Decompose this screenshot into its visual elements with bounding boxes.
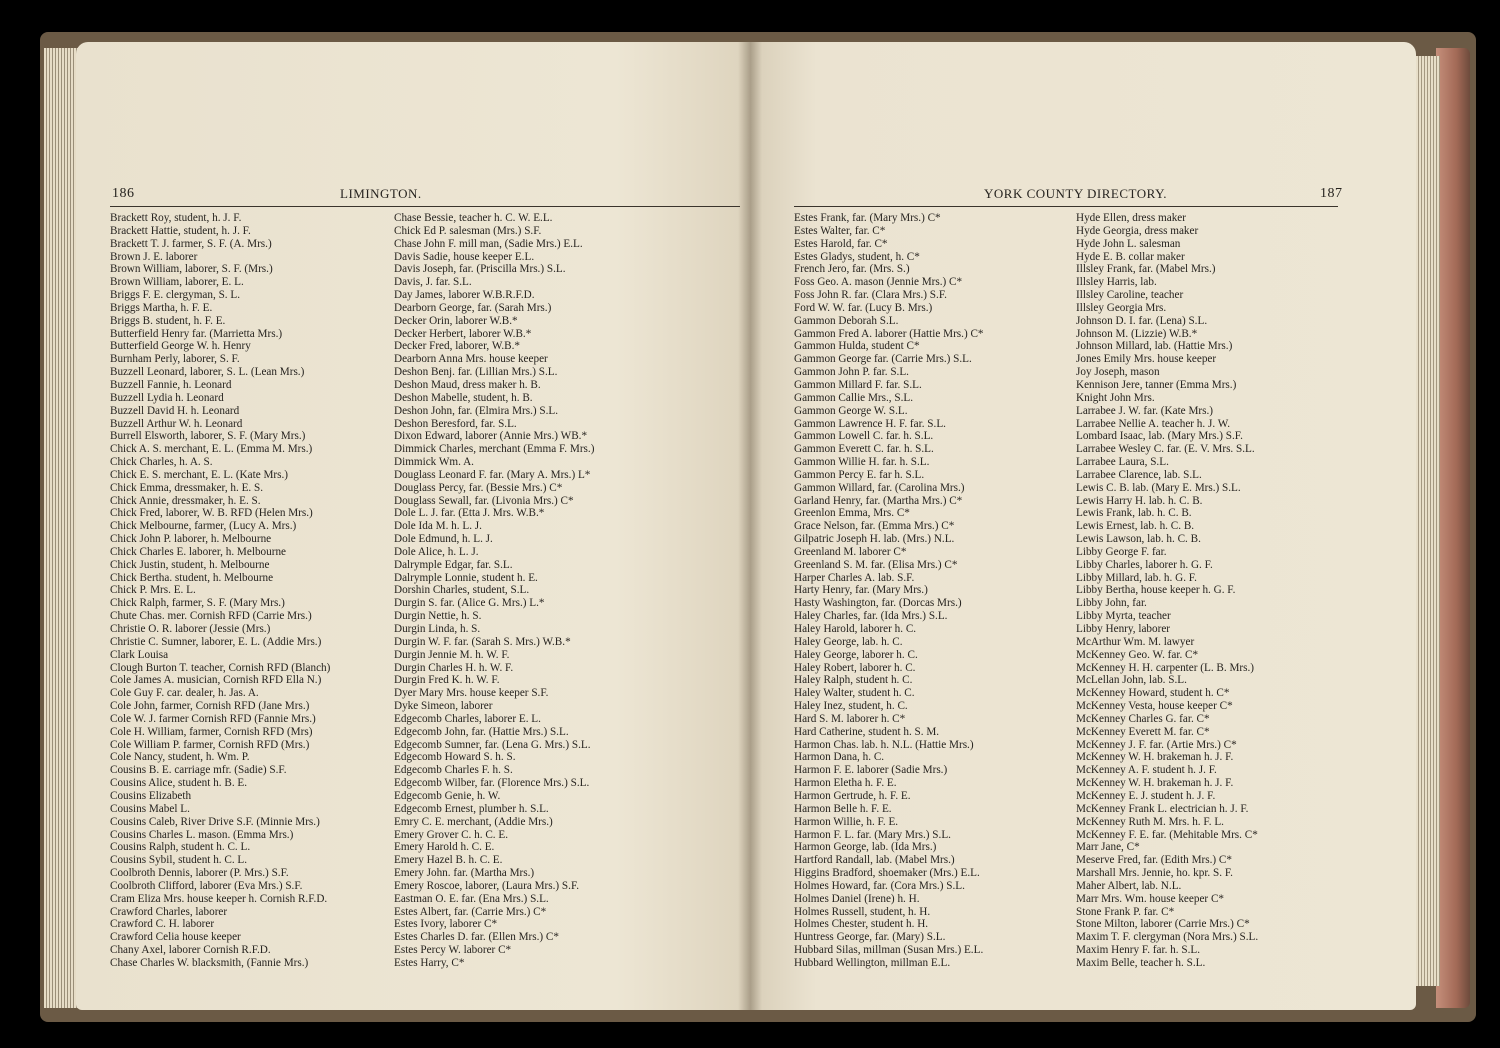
directory-entry: Harmon Eletha h. F. E. bbox=[794, 777, 897, 790]
directory-entry: Buzzell Lydia h. Leonard bbox=[110, 391, 224, 404]
directory-entry: Day James, laborer W.B.R.F.D. bbox=[394, 289, 535, 302]
directory-entry: Emry C. E. merchant, (Addie Mrs.) bbox=[394, 815, 553, 828]
directory-entry: Lewis Lawson, lab. h. C. B. bbox=[1076, 533, 1201, 546]
directory-entry: Haley Harold, laborer h. C. bbox=[794, 623, 917, 635]
directory-entry: Chick Justin, student, h. Melbourne bbox=[110, 558, 270, 571]
directory-entry: Emery Harold h. C. E. bbox=[394, 841, 495, 854]
directory-entry: Eastman O. E. far. (Ena Mrs.) S.L. bbox=[394, 892, 549, 905]
directory-entry: McKenney F. E. far. (Mehitable Mrs. C* bbox=[1076, 828, 1258, 841]
directory-entry: Butterfield Henry far. (Marrietta Mrs.) bbox=[110, 327, 283, 340]
directory-entry: Hard S. M. laborer h. C* bbox=[794, 712, 906, 725]
directory-entry: Knight John Mrs. bbox=[1076, 391, 1155, 404]
directory-entry: Illsley Frank, far. (Mabel Mrs.) bbox=[1076, 263, 1216, 276]
directory-entry: Buzzell David H. h. Leonard bbox=[110, 404, 240, 417]
directory-entry: Deshon John, far. (Elmira Mrs.) S.L. bbox=[394, 404, 559, 417]
directory-entry: Deshon Maud, dress maker h. B. bbox=[394, 378, 541, 391]
directory-entry: Chick P. Mrs. E. L. bbox=[110, 584, 196, 597]
directory-entry: Gammon Hulda, student C* bbox=[794, 340, 920, 353]
directory-entry: Harmon Gertrude, h. F. E. bbox=[794, 789, 911, 802]
directory-entry: Hyde Ellen, dress maker bbox=[1076, 212, 1186, 224]
directory-entry: Dalrymple Edgar, far. S.L. bbox=[394, 558, 513, 571]
directory-entry: Haley Walter, student h. C. bbox=[794, 687, 915, 700]
directory-entry: Haley Charles, far. (Ida Mrs.) S.L. bbox=[794, 610, 948, 623]
directory-entry: Dole Alice, h. L. J. bbox=[394, 545, 479, 558]
directory-entry: Cousins Sybil, student h. C. L. bbox=[110, 854, 248, 867]
directory-entry: Cole Guy F. car. dealer, h. Jas. A. bbox=[110, 687, 259, 700]
directory-entry: Harty Henry, far. (Mary Mrs.) bbox=[794, 584, 928, 597]
directory-entry: Marr Mrs. Wm. house keeper C* bbox=[1076, 892, 1224, 905]
directory-entry: Haley Robert, laborer h. C. bbox=[794, 661, 916, 674]
directory-entry: McLellan John, lab. S.L. bbox=[1076, 674, 1187, 687]
directory-entry: Huntress George, far. (Mary) S.L. bbox=[794, 931, 946, 944]
directory-entry: Cole John, farmer, Cornish RFD (Jane Mrs.) bbox=[110, 700, 310, 713]
directory-entry: Dole Ida M. h. L. J. bbox=[394, 520, 482, 533]
directory-entry: Gammon Millard F. far. S.L. bbox=[794, 378, 922, 391]
directory-entry: Maxim Belle, teacher h. S.L. bbox=[1076, 956, 1206, 969]
directory-entry: Brown William, laborer, E. L. bbox=[110, 276, 244, 289]
directory-entry: McKenney Geo. W. far. C* bbox=[1076, 648, 1199, 661]
directory-entry: Garland Henry, far. (Martha Mrs.) C* bbox=[794, 494, 963, 507]
directory-entry: Haley Inez, student, h. C. bbox=[794, 700, 908, 713]
directory-entry: Libby John, far. bbox=[1076, 597, 1147, 610]
directory-entry: Gammon Lawrence H. F. far. S.L. bbox=[794, 417, 946, 430]
directory-entry: Buzzell Arthur W. h. Leonard bbox=[110, 417, 243, 430]
directory-entry: Brackett Hattie, student, h. J. F. bbox=[110, 224, 251, 237]
directory-entry: Burrell Elsworth, laborer, S. F. (Mary Mrs.) bbox=[110, 430, 306, 443]
directory-entry: Briggs Martha, h. F. E. bbox=[110, 301, 213, 314]
directory-entry: McKenney Ruth M. Mrs. h. F. L. bbox=[1076, 815, 1224, 828]
directory-entry: Cousins Charles L. mason. (Emma Mrs.) bbox=[110, 828, 294, 841]
directory-entry: Johnson D. I. far. (Lena) S.L. bbox=[1076, 314, 1208, 327]
directory-entry: Larrabee J. W. far. (Kate Mrs.) bbox=[1076, 404, 1213, 417]
directory-entry: Maher Albert, lab. N.L. bbox=[1076, 879, 1182, 892]
directory-entry: McKenney A. F. student h. J. F. bbox=[1076, 764, 1217, 777]
directory-entry: Chick Fred, laborer, W. B. RFD (Helen Mrs.) bbox=[110, 507, 313, 520]
directory-entry: Harmon F. E. laborer (Sadie Mrs.) bbox=[794, 764, 948, 777]
directory-entry: Durgin W. F. far. (Sarah S. Mrs.) W.B.* bbox=[394, 635, 571, 648]
directory-entry: Crawford Charles, laborer bbox=[110, 905, 228, 918]
directory-entry: Larrabee Wesley C. far. (E. V. Mrs. S.L. bbox=[1076, 443, 1255, 456]
page-number-right: 187 bbox=[1320, 186, 1343, 201]
directory-entry: Chute Chas. mer. Cornish RFD (Carrie Mrs.) bbox=[110, 610, 312, 623]
directory-entry: Gammon Lowell C. far. h. S.L. bbox=[794, 430, 934, 443]
directory-entry: Cole James A. musician, Cornish RFD Ella N.) bbox=[110, 674, 322, 687]
directory-entry: Deshon Mabelle, student, h. B. bbox=[394, 391, 533, 404]
directory-entry: McKenney E. J. student h. J. F. bbox=[1076, 789, 1216, 802]
directory-entry: Harmon George, lab. (Ida Mrs.) bbox=[794, 841, 937, 854]
directory-entry: McArthur Wm. M. lawyer bbox=[1076, 635, 1195, 648]
directory-column bbox=[794, 212, 984, 970]
directory-entry: McKenney Everett M. far. C* bbox=[1076, 725, 1210, 738]
directory-entry: Estes Harold, far. C* bbox=[794, 237, 888, 250]
directory-entry: Illsley Caroline, teacher bbox=[1076, 289, 1184, 302]
directory-entry: Coolbroth Dennis, laborer (P. Mrs.) S.F. bbox=[110, 867, 289, 880]
directory-entry: Chick E. S. merchant, E. L. (Kate Mrs.) bbox=[110, 468, 289, 481]
directory-entry: Estes Charles D. far. (Ellen Mrs.) C* bbox=[394, 931, 559, 944]
directory-entry: Butterfield George W. h. Henry bbox=[110, 340, 251, 353]
directory-entry: Dearborn Anna Mrs. house keeper bbox=[394, 353, 548, 366]
directory-entry: Dixon Edward, laborer (Annie Mrs.) WB.* bbox=[394, 430, 588, 443]
directory-entry: Maxim T. F. clergyman (Nora Mrs.) S.L. bbox=[1076, 931, 1259, 944]
directory-entry: Edgecomb Charles, laborer E. L. bbox=[394, 712, 541, 725]
directory-entry: Holmes Daniel (Irene) h. H. bbox=[794, 892, 920, 905]
directory-entry: Decker Herbert, laborer W.B.* bbox=[394, 327, 532, 340]
directory-entry: Illsley Harris, lab. bbox=[1076, 276, 1157, 289]
directory-column bbox=[1076, 212, 1258, 970]
directory-entry: Greenlon Emma, Mrs. C* bbox=[794, 507, 910, 520]
directory-entry: Coolbroth Clifford, laborer (Eva Mrs.) S.F. bbox=[110, 879, 303, 892]
directory-entry: Hartford Randall, lab. (Mabel Mrs.) bbox=[794, 854, 955, 867]
directory-entry: Jones Emily Mrs. house keeper bbox=[1076, 353, 1217, 366]
directory-entry: Foss John R. far. (Clara Mrs.) S.F. bbox=[794, 289, 947, 302]
directory-entry: Edgecomb John, far. (Hattie Mrs.) S.L. bbox=[394, 725, 569, 738]
header-rule-right bbox=[794, 206, 1338, 207]
directory-entry: Gilpatric Joseph H. lab. (Mrs.) N.L. bbox=[794, 533, 955, 546]
page-edges-left bbox=[44, 48, 78, 1008]
directory-entry: Estes Percy W. laborer C* bbox=[394, 944, 512, 957]
directory-entry: Chick Ed P. salesman (Mrs.) S.F. bbox=[394, 224, 542, 237]
directory-entry: Deshon Benj. far. (Lillian Mrs.) S.L. bbox=[394, 366, 558, 379]
directory-entry: Dimmick Wm. A. bbox=[394, 456, 474, 469]
directory-entry: Edgecomb Genie, h. W. bbox=[394, 789, 501, 802]
directory-entry: Estes Albert, far. (Carrie Mrs.) C* bbox=[394, 905, 547, 918]
directory-entry: Haley Ralph, student h. C. bbox=[794, 674, 913, 687]
directory-entry: Cram Eliza Mrs. house keeper h. Cornish R.F.D. bbox=[110, 892, 328, 905]
directory-entry: Emery Roscoe, laborer, (Laura Mrs.) S.F. bbox=[394, 879, 580, 892]
directory-entry: Dorshin Charles, student, S.L. bbox=[394, 584, 530, 597]
directory-entry: Harper Charles A. lab. S.F. bbox=[794, 571, 915, 584]
directory-entry: Durgin Nettie, h. S. bbox=[394, 610, 482, 623]
directory-entry: Hyde John L. salesman bbox=[1076, 237, 1181, 250]
directory-entry: Durgin Linda, h. S. bbox=[394, 623, 481, 635]
directory-entry: Cousins Caleb, River Drive S.F. (Minnie Mrs.) bbox=[110, 815, 320, 828]
directory-entry: Libby Millard, lab. h. G. F. bbox=[1076, 571, 1197, 584]
directory-column bbox=[394, 212, 594, 970]
directory-entry: McKenney Charles G. far. C* bbox=[1076, 712, 1210, 725]
left-page bbox=[76, 42, 750, 1010]
directory-entry: Chick Melbourne, farmer, (Lucy A. Mrs.) bbox=[110, 520, 297, 533]
directory-entry: Edgecomb Wilber, far. (Florence Mrs.) S.L. bbox=[394, 777, 590, 790]
directory-entry: French Jero, far. (Mrs. S.) bbox=[794, 263, 910, 276]
directory-entry: Harmon Dana, h. C. bbox=[794, 751, 885, 764]
directory-entry: Douglass Sewall, far. (Livonia Mrs.) C* bbox=[394, 494, 574, 507]
directory-entry: Brown William, laborer, S. F. (Mrs.) bbox=[110, 263, 273, 276]
directory-entry: McKenney J. F. far. (Artie Mrs.) C* bbox=[1076, 738, 1237, 751]
directory-entry: Emery Hazel B. h. C. E. bbox=[394, 854, 503, 867]
directory-entry: Dalrymple Lonnie, student h. E. bbox=[394, 571, 538, 584]
directory-entry: Clark Louisa bbox=[110, 648, 169, 661]
directory-entry: Cole W. J. farmer Cornish RFD (Fannie Mrs.) bbox=[110, 712, 316, 725]
header-rule-left bbox=[110, 206, 740, 207]
directory-entry: Dimmick Charles, merchant (Emma F. Mrs.) bbox=[394, 443, 595, 456]
directory-entry: Maxim Henry F. far. h. S.L. bbox=[1076, 944, 1201, 957]
right-page bbox=[750, 42, 1416, 1010]
directory-entry: Gammon Willie H. far. h. S.L. bbox=[794, 456, 930, 469]
directory-entry: Libby Bertha, house keeper h. G. F. bbox=[1076, 584, 1236, 597]
directory-entry: Hubbard Silas, millman (Susan Mrs.) E.L. bbox=[794, 944, 984, 957]
directory-entry: Gammon John P. far. S.L. bbox=[794, 366, 909, 379]
directory-entry: Larrabee Clarence, lab. S.L. bbox=[1076, 468, 1202, 481]
directory-entry: Estes Ivory, laborer C* bbox=[394, 918, 498, 931]
directory-entry: Chick Charles, h. A. S. bbox=[110, 456, 213, 469]
directory-entry: Estes Frank, far. (Mary Mrs.) C* bbox=[794, 212, 941, 224]
directory-entry: Cousins Elizabeth bbox=[110, 789, 192, 802]
directory-entry: Douglass Percy, far. (Bessie Mrs.) C* bbox=[394, 481, 563, 494]
directory-entry: Edgecomb Ernest, plumber h. S.L. bbox=[394, 802, 549, 815]
directory-entry: Foss Geo. A. mason (Jennie Mrs.) C* bbox=[794, 276, 963, 289]
directory-entry: Chany Axel, laborer Cornish R.F.D. bbox=[110, 944, 271, 957]
directory-entry: Gammon George far. (Carrie Mrs.) S.L. bbox=[794, 353, 972, 366]
directory-entry: Lewis Ernest, lab. h. C. B. bbox=[1076, 520, 1195, 533]
directory-entry: Hasty Washington, far. (Dorcas Mrs.) bbox=[794, 597, 962, 610]
directory-entry: Libby Charles, laborer h. G. F. bbox=[1076, 558, 1213, 571]
directory-entry: Decker Fred, laborer, W.B.* bbox=[394, 340, 520, 353]
directory-entry: Larrabee Laura, S.L. bbox=[1076, 456, 1169, 469]
directory-entry: Grace Nelson, far. (Emma Mrs.) C* bbox=[794, 520, 955, 533]
directory-entry: Haley George, laborer h. C. bbox=[794, 648, 918, 661]
directory-entry: Gammon Percy E. far h. S.L. bbox=[794, 468, 925, 481]
directory-entry: Cousins B. E. carriage mfr. (Sadie) S.F. bbox=[110, 764, 287, 777]
cover-edge-right bbox=[1436, 48, 1470, 1008]
directory-entry: Illsley Georgia Mrs. bbox=[1076, 301, 1167, 314]
directory-entry: Cousins Mabel L. bbox=[110, 802, 190, 815]
directory-entry: Chick Ralph, farmer, S. F. (Mary Mrs.) bbox=[110, 597, 285, 610]
directory-entry: Estes Walter, far. C* bbox=[794, 224, 886, 237]
directory-entry: Cole H. William, farmer, Cornish RFD (Mrs) bbox=[110, 725, 313, 738]
directory-entry: Johnson M. (Lizzie) W.B.* bbox=[1076, 327, 1198, 340]
directory-entry: Hard Catherine, student h. S. M. bbox=[794, 725, 940, 738]
directory-entry: Dyke Simeon, laborer bbox=[394, 700, 493, 713]
directory-entry: Edgecomb Howard S. h. S. bbox=[394, 751, 516, 764]
book-gutter bbox=[738, 42, 762, 1010]
directory-entry: Stone Milton, laborer (Carrie Mrs.) C* bbox=[1076, 918, 1250, 931]
directory-entry: Emery Grover C. h. C. E. bbox=[394, 828, 509, 841]
running-head-left: LIMINGTON. bbox=[340, 186, 422, 201]
directory-entry: Chick John P. laborer, h. Melbourne bbox=[110, 533, 272, 546]
directory-entry: Haley George, lab. h. C. bbox=[794, 635, 903, 648]
directory-entry: Brown J. E. laborer bbox=[110, 250, 198, 263]
directory-entry: Chick Emma, dressmaker, h. E. S. bbox=[110, 481, 264, 494]
directory-entry: Gammon George W. S.L. bbox=[794, 404, 908, 417]
directory-entry: Cole Nancy, student, h. Wm. P. bbox=[110, 751, 250, 764]
directory-entry: Durgin S. far. (Alice G. Mrs.) L.* bbox=[394, 597, 545, 610]
directory-entry: Hubbard Wellington, millman E.L. bbox=[794, 956, 951, 969]
directory-entry: Larrabee Nellie A. teacher h. J. W. bbox=[1076, 417, 1231, 430]
directory-entry: Chick A. S. merchant, E. L. (Emma M. Mrs.) bbox=[110, 443, 313, 456]
directory-entry: Harmon Chas. lab. h. N.L. (Hattie Mrs.) bbox=[794, 738, 974, 751]
directory-entry: McKenney H. H. carpenter (L. B. Mrs.) bbox=[1076, 661, 1255, 674]
directory-entry: Harmon F. L. far. (Mary Mrs.) S.L. bbox=[794, 828, 951, 841]
directory-entry: Joy Joseph, mason bbox=[1076, 366, 1160, 379]
directory-entry: Chick Charles E. laborer, h. Melbourne bbox=[110, 545, 287, 558]
directory-entry: Hyde Georgia, dress maker bbox=[1076, 224, 1199, 237]
directory-entry: Greenland M. laborer C* bbox=[794, 545, 907, 558]
directory-entry: Kennison Jere, tanner (Emma Mrs.) bbox=[1076, 378, 1237, 391]
directory-entry: Decker Orin, laborer W.B.* bbox=[394, 314, 518, 327]
page-number-left: 186 bbox=[112, 186, 135, 201]
directory-entry: Crawford C. H. laborer bbox=[110, 918, 215, 931]
directory-entry: Dyer Mary Mrs. house keeper S.F. bbox=[394, 687, 549, 700]
directory-entry: Cousins Alice, student h. B. E. bbox=[110, 777, 248, 790]
directory-entry: McKenney Howard, student h. C* bbox=[1076, 687, 1230, 700]
directory-entry: Estes Gladys, student, h. C* bbox=[794, 250, 920, 263]
directory-entry: Harmon Willie, h. F. E. bbox=[794, 815, 899, 828]
directory-entry: Hyde E. B. collar maker bbox=[1076, 250, 1185, 263]
directory-entry: Gammon Everett C. far. h. S.L. bbox=[794, 443, 934, 456]
directory-entry: McKenney Vesta, house keeper C* bbox=[1076, 700, 1233, 713]
directory-entry: Davis Joseph, far. (Priscilla Mrs.) S.L. bbox=[394, 263, 566, 276]
directory-entry: Douglass Leonard F. far. (Mary A. Mrs.) L* bbox=[394, 468, 591, 481]
directory-entry: Deshon Beresford, far. S.L. bbox=[394, 417, 517, 430]
directory-entry: Libby Myrta, teacher bbox=[1076, 610, 1171, 623]
directory-entry: Cole William P. farmer, Cornish RFD (Mrs.) bbox=[110, 738, 310, 751]
directory-entry: Dole L. J. far. (Etta J. Mrs. W.B.* bbox=[394, 507, 545, 520]
directory-entry: Marr Jane, C* bbox=[1076, 841, 1140, 854]
directory-entry: Estes Harry, C* bbox=[394, 956, 465, 969]
directory-entry: Marshall Mrs. Jennie, ho. kpr. S. F. bbox=[1076, 867, 1233, 880]
directory-entry: Chase John F. mill man, (Sadie Mrs.) E.L. bbox=[394, 237, 583, 250]
directory-entry: McKenney W. H. brakeman h. J. F. bbox=[1076, 751, 1234, 764]
directory-entry: Gammon Willard, far. (Carolina Mrs.) bbox=[794, 481, 965, 494]
directory-entry: Chase Bessie, teacher h. C. W. E.L. bbox=[394, 212, 553, 224]
directory-entry: Briggs F. E. clergyman, S. L. bbox=[110, 289, 241, 302]
directory-entry: Stone Frank P. far. C* bbox=[1076, 905, 1175, 918]
directory-entry: Cousins Ralph, student h. C. L. bbox=[110, 841, 251, 854]
directory-entry: Edgecomb Charles F. h. S. bbox=[394, 764, 513, 777]
directory-entry: Durgin Charles H. h. W. F. bbox=[394, 661, 514, 674]
directory-entry: McKenney W. H. brakeman h. J. F. bbox=[1076, 777, 1234, 790]
directory-entry: Brackett T. J. farmer, S. F. (A. Mrs.) bbox=[110, 237, 272, 250]
directory-entry: Buzzell Leonard, laborer, S. L. (Lean Mrs.) bbox=[110, 366, 305, 379]
directory-entry: Christie O. R. laborer (Jessie (Mrs.) bbox=[110, 623, 271, 635]
directory-column bbox=[110, 212, 330, 970]
directory-entry: Greenland S. M. far. (Elisa Mrs.) C* bbox=[794, 558, 958, 571]
directory-entry: Chick Bertha. student, h. Melbourne bbox=[110, 571, 274, 584]
directory-entry: Christie C. Sumner, laborer, E. L. (Addie Mrs.) bbox=[110, 635, 322, 648]
directory-entry: Lombard Isaac, lab. (Mary Mrs.) S.F. bbox=[1076, 430, 1243, 443]
running-head-right: YORK COUNTY DIRECTORY. bbox=[984, 186, 1168, 201]
directory-entry: Durgin Jennie M. h. W. F. bbox=[394, 648, 510, 661]
directory-entry: Gammon Deborah S.L. bbox=[794, 314, 899, 327]
directory-entry: Chick Annie, dressmaker, h. E. S. bbox=[110, 494, 261, 507]
directory-entry: Burnham Perly, laborer, S. F. bbox=[110, 353, 240, 366]
directory-entry: Crawford Celia house keeper bbox=[110, 931, 241, 944]
directory-entry: Gammon Fred A. laborer (Hattie Mrs.) C* bbox=[794, 327, 984, 340]
directory-entry: McKenney Frank L. electrician h. J. F. bbox=[1076, 802, 1249, 815]
directory-entry: Libby Henry, laborer bbox=[1076, 623, 1171, 635]
directory-entry: Johnson Millard, lab. (Hattie Mrs.) bbox=[1076, 340, 1233, 353]
directory-entry: Buzzell Fannie, h. Leonard bbox=[110, 378, 232, 391]
directory-entry: Edgecomb Sumner, far. (Lena G. Mrs.) S.L. bbox=[394, 738, 591, 751]
directory-entry: Harmon Belle h. F. E. bbox=[794, 802, 892, 815]
directory-entry: Gammon Callie Mrs., S.L. bbox=[794, 391, 914, 404]
directory-entry: Chase Charles W. blacksmith, (Fannie Mrs.) bbox=[110, 956, 309, 969]
directory-entry: Holmes Russell, student, h. H. bbox=[794, 905, 931, 918]
directory-entry: Emery John. far. (Martha Mrs.) bbox=[394, 867, 535, 880]
directory-entry: Brackett Roy, student, h. J. F. bbox=[110, 212, 242, 224]
directory-entry: Lewis Frank, lab. h. C. B. bbox=[1076, 507, 1192, 520]
directory-entry: Dearborn George, far. (Sarah Mrs.) bbox=[394, 301, 552, 314]
directory-entry: Lewis C. B. lab. (Mary E. Mrs.) S.L. bbox=[1076, 481, 1241, 494]
directory-entry: Holmes Chester, student h. H. bbox=[794, 918, 929, 931]
directory-entry: Davis Sadie, house keeper E.L. bbox=[394, 250, 535, 263]
directory-entry: Higgins Bradford, shoemaker (Mrs.) E.L. bbox=[794, 867, 980, 880]
directory-entry: Dole Edmund, h. L. J. bbox=[394, 533, 493, 546]
directory-entry: Briggs B. student, h. F. E. bbox=[110, 314, 226, 327]
directory-entry: Meserve Fred, far. (Edith Mrs.) C* bbox=[1076, 854, 1232, 867]
directory-entry: Davis, J. far. S.L. bbox=[394, 276, 472, 289]
directory-entry: Ford W. W. far. (Lucy B. Mrs.) bbox=[794, 301, 933, 314]
directory-entry: Durgin Fred K. h. W. F. bbox=[394, 674, 500, 687]
directory-entry: Clough Burton T. teacher, Cornish RFD (Blanch) bbox=[110, 661, 331, 674]
directory-entry: Libby George F. far. bbox=[1076, 545, 1167, 558]
directory-entry: Holmes Howard, far. (Cora Mrs.) S.L. bbox=[794, 879, 965, 892]
directory-entry: Lewis Harry H. lab. h. C. B. bbox=[1076, 494, 1203, 507]
